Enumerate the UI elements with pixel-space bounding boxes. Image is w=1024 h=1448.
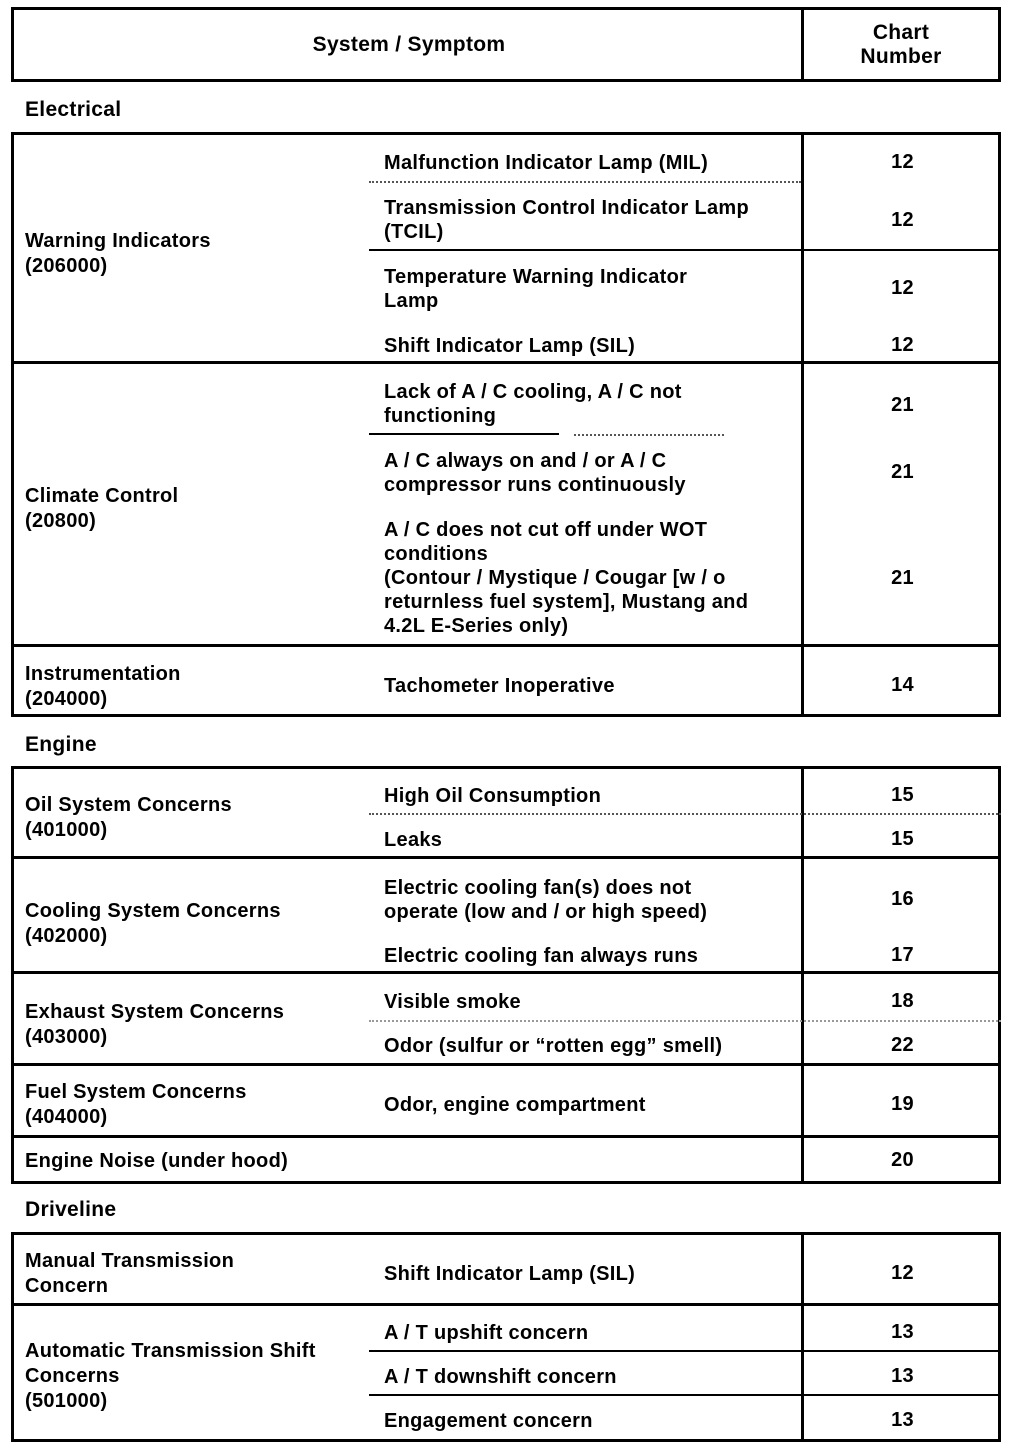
row-divider xyxy=(369,1350,1001,1352)
symptom: Tachometer Inoperative xyxy=(384,675,615,697)
chart-number-heading xyxy=(804,10,998,79)
symptom: A / T downshift concern xyxy=(384,1366,617,1388)
block-exhaust-system xyxy=(11,971,1001,1066)
block-manual-transmission xyxy=(11,1232,1001,1306)
chart-number: 12 xyxy=(891,334,914,356)
chart-heading-line2: Number xyxy=(860,44,942,68)
chart-number: 14 xyxy=(891,674,914,696)
system-name: Climate Control (20800) xyxy=(25,485,179,532)
system-name: Cooling System Concerns (402000) xyxy=(25,900,281,947)
chart-number: 17 xyxy=(891,944,914,966)
symptom: A / C always on and / or A / C compressor runs continuously xyxy=(384,450,686,496)
block-warning-indicators xyxy=(11,132,1001,364)
chart-number: 16 xyxy=(891,888,914,910)
section-label-engine: Engine xyxy=(25,733,97,756)
chart-number: 21 xyxy=(891,461,914,483)
symptom: Odor (sulfur or “rotten egg” smell) xyxy=(384,1035,723,1057)
chart-number: 12 xyxy=(891,151,914,173)
table-header xyxy=(11,7,1001,82)
system-name: Engine Noise (under hood) xyxy=(25,1150,289,1172)
system-symptom-heading: System / Symptom xyxy=(312,32,506,56)
system-name: Oil System Concerns (401000) xyxy=(25,794,232,841)
block-automatic-transmission xyxy=(11,1303,1001,1442)
row-divider xyxy=(369,181,801,183)
block-fuel-system xyxy=(11,1063,1001,1138)
block-cooling-system xyxy=(11,856,1001,974)
chart-heading-line1: Chart xyxy=(872,20,930,44)
section-label-electrical: Electrical xyxy=(25,98,122,121)
symptom: Temperature Warning Indicator Lamp xyxy=(384,266,688,312)
symptom: High Oil Consumption xyxy=(384,785,602,807)
block-instrumentation xyxy=(11,644,1001,717)
chart-number: 19 xyxy=(891,1093,914,1115)
system-name: Automatic Transmission Shift Concerns (501000) xyxy=(25,1340,316,1412)
system-name: Instrumentation (204000) xyxy=(25,663,181,710)
symptom: Visible smoke xyxy=(384,991,521,1013)
symptom: Shift Indicator Lamp (SIL) xyxy=(384,335,636,357)
chart-number: 13 xyxy=(891,1365,914,1387)
chart-number: 12 xyxy=(891,209,914,231)
chart-number: 15 xyxy=(891,784,914,806)
symptom: Engagement concern xyxy=(384,1410,593,1432)
chart-number: 15 xyxy=(891,828,914,850)
symptom: Electric cooling fan(s) does not operate (low and / or high speed) xyxy=(384,877,708,923)
section-label-driveline: Driveline xyxy=(25,1198,117,1221)
chart-number: 12 xyxy=(891,277,914,299)
symptom: Leaks xyxy=(384,829,443,851)
row-divider xyxy=(369,1394,1001,1396)
chart-number: 21 xyxy=(891,394,914,416)
symptom: Transmission Control Indicator Lamp (TCIL) xyxy=(384,197,749,243)
row-divider xyxy=(369,813,1001,815)
row-divider xyxy=(369,249,1001,251)
system-name: Manual Transmission Concern xyxy=(25,1250,235,1297)
symptom: A / C does not cut off under WOT conditions (Contour / Mystique / Cougar [w / o returnless fuel system], Mustang and 4.2L E-Series only) xyxy=(384,519,749,637)
block-oil-system xyxy=(11,766,1001,859)
block-climate-control xyxy=(11,361,1001,647)
row-divider xyxy=(574,434,724,436)
chart-number: 20 xyxy=(891,1149,914,1171)
chart-number: 22 xyxy=(891,1034,914,1056)
symptom: Shift Indicator Lamp (SIL) xyxy=(384,1263,636,1285)
row-divider xyxy=(369,433,559,435)
system-name: Exhaust System Concerns (403000) xyxy=(25,1001,285,1048)
chart-number: 13 xyxy=(891,1409,914,1431)
symptom: A / T upshift concern xyxy=(384,1322,589,1344)
symptom: Malfunction Indicator Lamp (MIL) xyxy=(384,152,709,174)
symptom: Lack of A / C cooling, A / C not functioning xyxy=(384,381,682,427)
symptom: Odor, engine compartment xyxy=(384,1094,646,1116)
row-divider xyxy=(369,1020,1001,1022)
system-name: Fuel System Concerns (404000) xyxy=(25,1081,247,1128)
block-engine-noise xyxy=(11,1135,1001,1184)
chart-number: 12 xyxy=(891,1262,914,1284)
symptom: Electric cooling fan always runs xyxy=(384,945,699,967)
chart-number: 18 xyxy=(891,990,914,1012)
chart-number: 21 xyxy=(891,567,914,589)
chart-number: 13 xyxy=(891,1321,914,1343)
system-name: Warning Indicators (206000) xyxy=(25,230,211,277)
